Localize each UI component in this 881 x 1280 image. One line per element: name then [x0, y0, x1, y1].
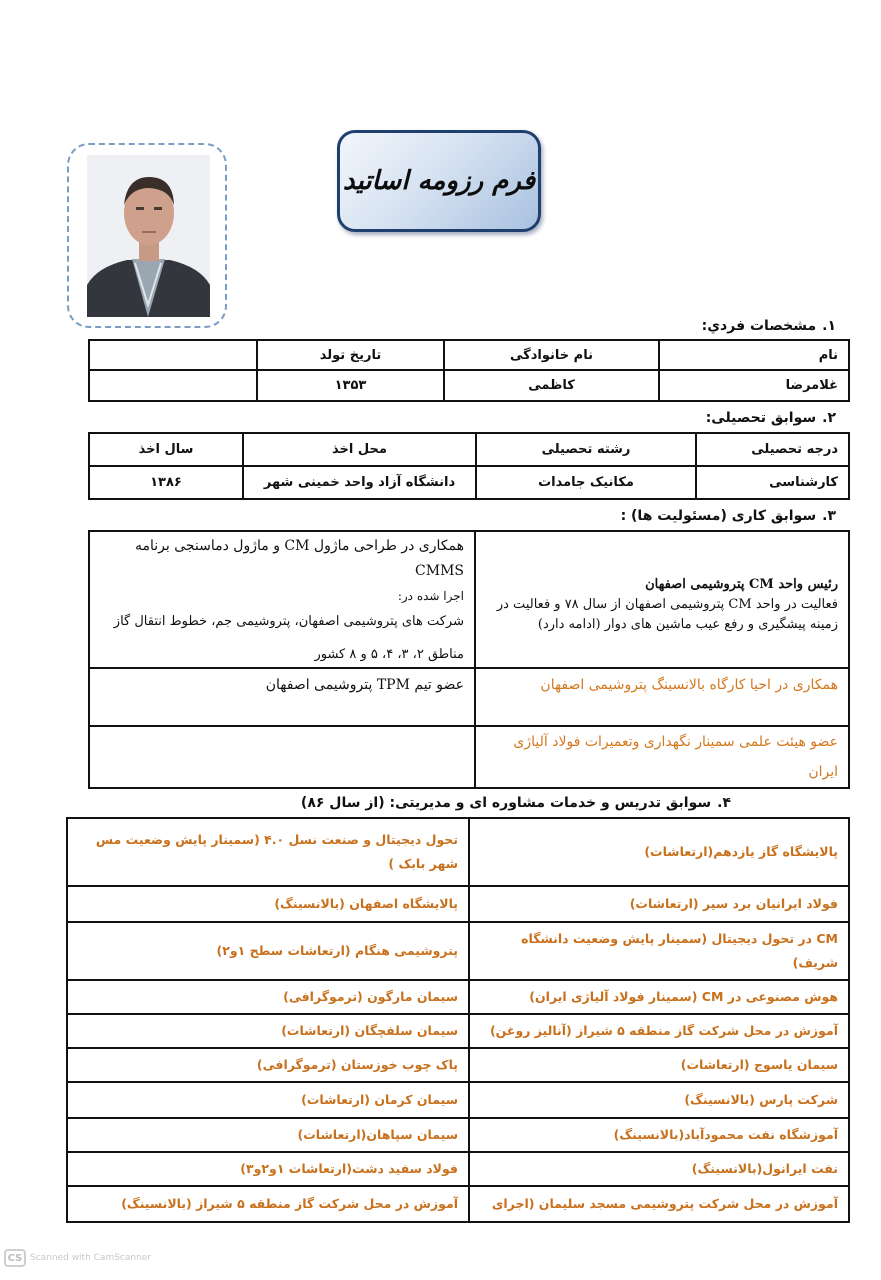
header-empty	[89, 340, 257, 370]
service-item: تحول دیجیتال و صنعت نسل ۴.۰ (سمینار پایش وضعیت مس شهر بابک )	[67, 818, 469, 886]
last-name-value: کاظمی	[444, 370, 659, 401]
work-experience-table	[88, 530, 850, 789]
section-1-title	[702, 318, 836, 334]
table-row	[67, 980, 849, 1014]
section-2-number: ۲.	[822, 410, 836, 426]
table-row	[89, 668, 849, 726]
degree-value: کارشناسی	[696, 466, 849, 499]
section-1-label: مشخصات فردي:	[701, 318, 817, 334]
service-item: سیمان یاسوج (ارتعاشات)	[469, 1048, 849, 1082]
header-field: رشته تحصیلی	[476, 433, 696, 466]
work-line: همکاری در طراحی ماژول CM و ماژول دماسنجی برنامه CMMS	[134, 538, 464, 579]
work-line: مناطق ۲، ۳، ۴، ۵ و ۸ کشور	[314, 647, 464, 662]
section-4-label: سوابق تدریس و خدمات مشاوره ای و مدیریتی: (از سال ۸۶)	[300, 795, 712, 811]
header-birth-date: تاریخ تولد	[257, 340, 444, 370]
table-header-row	[89, 340, 849, 370]
section-4-number: ۴.	[717, 795, 731, 811]
table-row	[67, 886, 849, 922]
service-item: پالایشگاه اصفهان (بالانسینگ)	[67, 886, 469, 922]
section-4-title	[301, 795, 731, 811]
education-table	[88, 432, 850, 500]
teaching-services-table	[66, 817, 850, 1223]
header-last-name: نام خانوادگی	[444, 340, 659, 370]
camscanner-watermark	[4, 1249, 151, 1267]
work-cell-right-2: همکاری در احیا کارگاه بالانسینگ پتروشیمی اصفهان	[475, 668, 849, 726]
work-cell-right-1	[475, 531, 849, 668]
table-row	[89, 531, 849, 668]
work-line: شرکت های پتروشیمی اصفهان، پتروشیمی جم، خطوط انتقال گاز	[113, 614, 464, 629]
service-item: سیمان کرمان (ارتعاشات)	[67, 1082, 469, 1118]
empty-value	[89, 370, 257, 401]
service-item: فولاد سفید دشت(ارتعاشات ۱و۲و۳)	[67, 1152, 469, 1186]
table-row	[89, 726, 849, 788]
service-item: آموزش در محل شرکت پتروشیمی مسجد سلیمان (اجرای	[469, 1186, 849, 1222]
table-row	[67, 1014, 849, 1048]
table-row	[67, 1186, 849, 1222]
table-row	[67, 1118, 849, 1152]
header-institution: محل اخذ	[243, 433, 476, 466]
work-cell-left-3	[89, 726, 475, 788]
work-role-title: رئیس واحد CM پتروشیمی اصفهان	[645, 576, 838, 592]
service-item: سیمان مارگون (ترموگرافی)	[67, 980, 469, 1014]
table-row	[67, 1082, 849, 1118]
service-item: سیمان سپاهان(ارتعاشات)	[67, 1118, 469, 1152]
service-item: نفت ایرانول(بالانسینگ)	[469, 1152, 849, 1186]
institution-value: دانشگاه آزاد واحد خمینی شهر	[243, 466, 476, 499]
table-row	[67, 1048, 849, 1082]
service-item: سیمان سلفچگان (ارتعاشات)	[67, 1014, 469, 1048]
service-item: پالایشگاه گاز یازدهم(ارتعاشات)	[469, 818, 849, 886]
first-name-value: غلامرضا	[659, 370, 849, 401]
service-item: فولاد ایرانیان برد سیر (ارتعاشات)	[469, 886, 849, 922]
header-year: سال اخذ	[89, 433, 243, 466]
profile-photo	[87, 155, 210, 317]
section-3-label: سوابق کاری (مسئولیت ها) :	[620, 508, 817, 524]
service-item: آموزش در محل شرکت گاز منطقه ۵ شیراز (بالانسینگ)	[67, 1186, 469, 1222]
title-banner	[337, 130, 541, 232]
camscanner-logo-icon: CS	[4, 1249, 26, 1267]
section-2-label: سوابق تحصیلی:	[705, 410, 817, 426]
page-title: فرم رزومه اساتید	[342, 166, 536, 196]
work-role-description: فعالیت در واحد CM پتروشیمی اصفهان از سال ۷۸ و فعالیت در زمینه پیشگیری و رفع عیب ماشین های دوار (ادامه دارد)	[496, 596, 838, 632]
header-degree: درجه تحصیلی	[696, 433, 849, 466]
header-first-name: نام	[659, 340, 849, 370]
work-cell-left-2: عضو تیم TPM پتروشیمی اصفهان	[89, 668, 475, 726]
service-item: پتروشیمی هنگام (ارتعاشات سطح ۱و۲)	[67, 922, 469, 980]
service-item: پاک چوب خوزستان (ترموگرافی)	[67, 1048, 469, 1082]
section-3-title	[621, 508, 836, 524]
section-1-number: ۱.	[822, 318, 836, 334]
section-3-number: ۳.	[822, 508, 836, 524]
year-value: ۱۳۸۶	[89, 466, 243, 499]
service-item: آموزش در محل شرکت گاز منطقه ۵ شیراز (آنالیز روغن)	[469, 1014, 849, 1048]
service-item: CM در تحول دیجیتال (سمینار پایش وضعیت دانشگاه شریف)	[469, 922, 849, 980]
person-portrait-icon	[87, 155, 210, 317]
table-header-row	[89, 433, 849, 466]
work-line: اجرا شده در:	[397, 589, 464, 603]
field-value: مکانیک جامدات	[476, 466, 696, 499]
work-cell-left-1	[89, 531, 475, 668]
section-2-title	[706, 410, 836, 426]
table-row	[67, 922, 849, 980]
service-item: آموزشگاه نفت محمودآباد(بالانسینگ)	[469, 1118, 849, 1152]
birth-date-value: ۱۳۵۳	[257, 370, 444, 401]
table-row	[89, 370, 849, 401]
service-item: شرکت پارس (بالانسینگ)	[469, 1082, 849, 1118]
personal-info-table	[88, 339, 850, 402]
table-row	[67, 1152, 849, 1186]
table-row	[67, 818, 849, 886]
work-cell-right-3: عضو هیئت علمی سمینار نگهداری وتعمیرات فولاد آلیاژی ایران	[475, 726, 849, 788]
table-row	[89, 466, 849, 499]
service-item: هوش مصنوعی در CM (سمینار فولاد آلیاژی ایران)	[469, 980, 849, 1014]
watermark-text: Scanned with CamScanner	[30, 1253, 152, 1263]
